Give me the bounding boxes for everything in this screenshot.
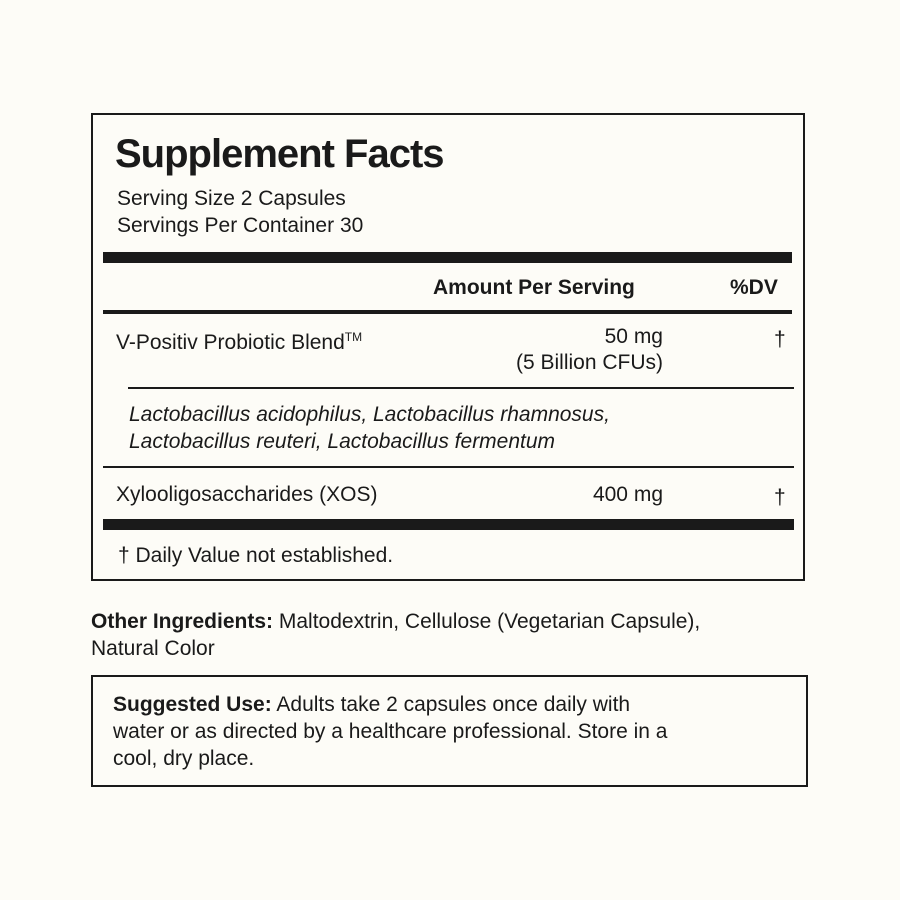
- thick-divider-bottom: [103, 519, 794, 530]
- suggested-use-line-3: cool, dry place.: [113, 747, 255, 770]
- blend-ingredients-line-2: Lactobacillus reuteri, Lactobacillus fermentum: [129, 430, 556, 453]
- suggested-use-label: Suggested Use:: [113, 693, 272, 716]
- ingredient-name-text: V-Positiv Probiotic Blend: [116, 331, 345, 354]
- suggested-use-line-2: water or as directed by a healthcare professional. Store in a: [113, 720, 668, 743]
- header-percent-dv: %DV: [730, 276, 778, 299]
- other-ingredients-line-2: Natural Color: [91, 637, 215, 660]
- servings-per-container: Servings Per Container 30: [117, 214, 364, 237]
- ingredient-dv: †: [774, 486, 786, 509]
- ingredient-amount-note: (5 Billion CFUs): [515, 351, 663, 374]
- ingredient-name: Xylooligosaccharides (XOS): [116, 483, 378, 506]
- other-ingredients: [91, 608, 700, 635]
- footnote: † Daily Value not established.: [118, 544, 394, 567]
- header-amount-per-serving: Amount Per Serving: [433, 276, 635, 299]
- row-divider: [103, 466, 794, 468]
- other-ingredients-label: Other Ingredients:: [91, 610, 274, 633]
- other-ingredients-text: Maltodextrin, Cellulose (Vegetarian Capsule),: [273, 610, 701, 633]
- ingredient-name: [116, 324, 362, 356]
- suggested-use: [113, 691, 630, 718]
- suggested-use-text: Adults take 2 capsules once daily with: [271, 693, 631, 716]
- panel-title: Supplement Facts: [115, 132, 444, 176]
- ingredient-amount: 50 mg: [604, 325, 663, 348]
- trademark-mark: TM: [344, 330, 363, 344]
- blend-divider: [128, 387, 794, 389]
- ingredient-dv: †: [774, 328, 786, 351]
- ingredient-amount: 400 mg: [592, 483, 663, 506]
- blend-ingredients-line-1: Lactobacillus acidophilus, Lactobacillus rhamnosus,: [129, 403, 610, 426]
- serving-size: Serving Size 2 Capsules: [117, 187, 346, 210]
- thick-divider-top: [103, 252, 792, 263]
- header-divider: [103, 310, 792, 314]
